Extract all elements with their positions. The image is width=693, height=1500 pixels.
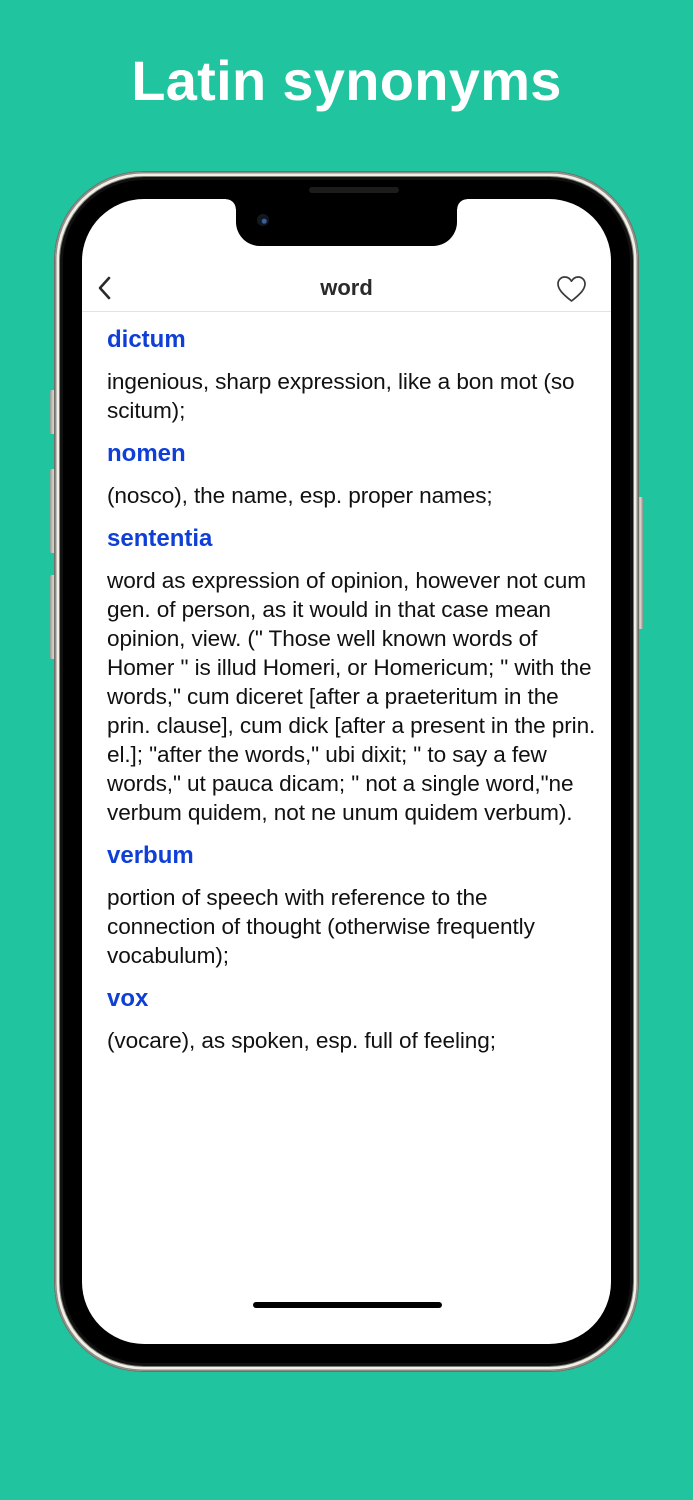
synonym-definition: word as expression of opinion, however not cum gen. of person, as it would in that case mean opinion, view. (" Those well known words of Homer " is illud Homeri, or Homericum; " with the words," cum diceret [after a praeteritum in the prin. clause], cum dick [after a present in the prin. el.]; "after the words," ubi dixit; " to say a few words," ut pauca dicam; " not a single word,"ne verbum quidem, not ne unum quidem verbum). xyxy=(107,568,596,825)
synonym-entry xyxy=(107,841,597,970)
synonym-term: verbum xyxy=(107,842,194,869)
synonym-definition: ingenious, sharp expression, like a bon mot (so scitum); xyxy=(107,369,575,423)
heart-outline-icon xyxy=(556,275,587,303)
synonym-definition: (vocare), as spoken, esp. full of feeling; xyxy=(107,1028,496,1053)
page-title: word xyxy=(320,275,373,300)
home-indicator[interactable] xyxy=(253,1302,442,1308)
synonym-list xyxy=(107,325,597,1069)
synonym-entry xyxy=(107,439,597,510)
notch xyxy=(236,199,457,246)
front-camera-icon xyxy=(257,214,269,226)
favorite-button[interactable] xyxy=(556,275,587,303)
synonym-definition: (nosco), the name, esp. proper names; xyxy=(107,483,493,508)
promo-headline: Latin synonyms xyxy=(131,49,562,112)
synonym-term: vox xyxy=(107,985,149,1012)
app-screen xyxy=(82,199,611,1344)
synonym-term: dictum xyxy=(107,326,186,353)
synonym-entry xyxy=(107,524,597,827)
synonym-entry xyxy=(107,984,597,1055)
synonym-definition: portion of speech with reference to the connection of thought (otherwise frequently vocabulum); xyxy=(107,885,535,968)
navigation-bar xyxy=(82,265,611,312)
synonym-entry xyxy=(107,325,597,425)
phone-frame xyxy=(55,172,638,1371)
speaker-grille xyxy=(309,187,399,193)
synonym-term: sententia xyxy=(107,525,213,552)
synonym-term: nomen xyxy=(107,440,186,467)
